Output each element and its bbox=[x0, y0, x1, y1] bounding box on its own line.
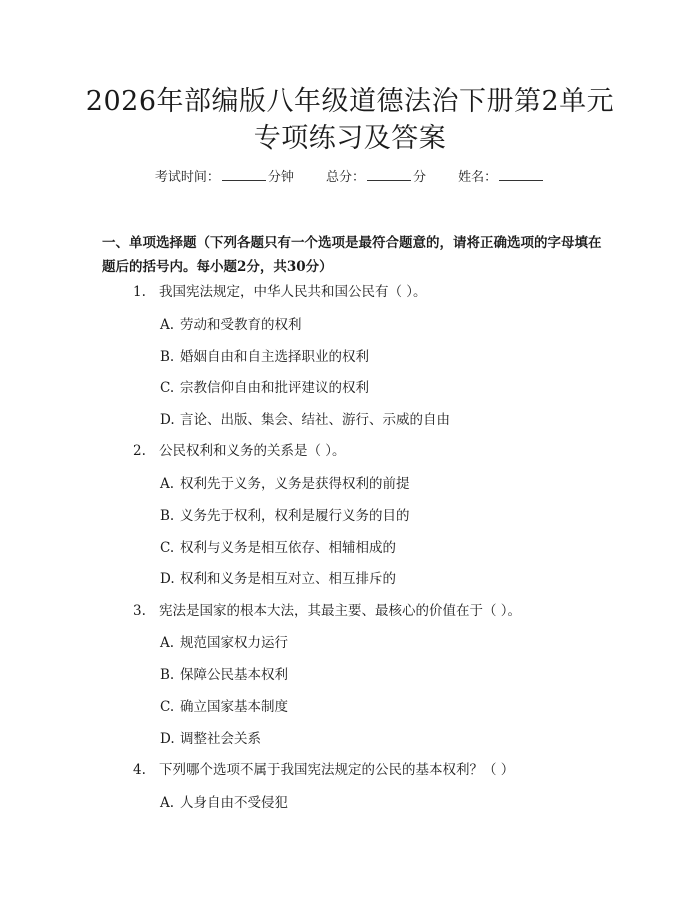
question-4 bbox=[133, 760, 514, 780]
option-letter: D. bbox=[160, 731, 175, 747]
question-number: 3. bbox=[133, 603, 146, 619]
option-text: 权利与义务是相互依存、相辅相成的 bbox=[180, 540, 396, 556]
option-letter: D. bbox=[160, 571, 175, 587]
question-2-option-c bbox=[160, 538, 396, 558]
option-letter: A. bbox=[160, 795, 175, 811]
option-letter: C. bbox=[160, 380, 175, 396]
section-heading-single-choice: 一、单项选择题（下列各题只有一个选项是最符合题意的，请将正确选项的字母填在题后的括号内。每小题2分，共30分） bbox=[102, 235, 602, 275]
question-3-option-d bbox=[160, 729, 261, 749]
question-text: 下列哪个选项不属于我国宪法规定的公民的基本权利？（ ） bbox=[159, 762, 515, 778]
question-3 bbox=[133, 601, 521, 621]
exam-info-line bbox=[0, 168, 700, 188]
total-score-blank bbox=[367, 168, 411, 181]
option-text: 义务先于权利，权利是履行义务的目的 bbox=[180, 508, 410, 524]
total-score-unit: 分 bbox=[413, 170, 427, 185]
option-letter: A. bbox=[160, 317, 175, 333]
question-number: 4. bbox=[133, 762, 146, 778]
option-text: 调整社会关系 bbox=[180, 731, 261, 747]
option-letter: C. bbox=[160, 540, 175, 556]
option-letter: B. bbox=[160, 508, 175, 524]
question-2-option-d bbox=[160, 569, 396, 589]
student-name-label: 姓名： bbox=[458, 170, 498, 185]
option-letter: D. bbox=[160, 412, 175, 428]
option-letter: B. bbox=[160, 349, 175, 365]
option-text: 权利和义务是相互对立、相互排斥的 bbox=[180, 571, 396, 587]
question-text: 我国宪法规定，中华人民共和国公民有（ ）。 bbox=[159, 284, 427, 300]
question-number: 2. bbox=[133, 443, 146, 459]
question-1-option-a bbox=[160, 315, 302, 335]
option-text: 劳动和受教育的权利 bbox=[180, 317, 302, 333]
document-title-line-2: 专项练习及答案 bbox=[253, 123, 447, 154]
student-name-field bbox=[458, 170, 545, 185]
option-text: 婚姻自由和自主选择职业的权利 bbox=[180, 349, 369, 365]
exam-time-field bbox=[155, 170, 298, 185]
question-text: 公民权利和义务的关系是（ ）。 bbox=[159, 443, 346, 459]
question-4-option-a bbox=[160, 793, 288, 813]
option-text: 保障公民基本权利 bbox=[180, 667, 288, 683]
student-name-blank bbox=[499, 168, 543, 181]
option-text: 确立国家基本制度 bbox=[180, 699, 288, 715]
question-1-option-c bbox=[160, 378, 369, 398]
question-2-option-b bbox=[160, 506, 410, 526]
option-text: 规范国家权力运行 bbox=[180, 635, 288, 651]
total-score-label: 总分： bbox=[325, 170, 365, 185]
question-3-option-c bbox=[160, 697, 288, 717]
option-text: 人身自由不受侵犯 bbox=[180, 795, 288, 811]
total-score-field bbox=[326, 170, 430, 185]
question-3-option-b bbox=[160, 665, 288, 685]
question-3-option-a bbox=[160, 633, 288, 653]
question-1-option-d bbox=[160, 410, 450, 430]
document-title-line-1: 2026年部编版八年级道德法治下册第2单元 bbox=[85, 86, 615, 117]
option-letter: A. bbox=[160, 635, 175, 651]
option-letter: A. bbox=[160, 476, 175, 492]
question-text: 宪法是国家的根本大法，其最主要、最核心的价值在于（ ）。 bbox=[159, 603, 522, 619]
exam-time-label: 考试时间： bbox=[154, 170, 220, 185]
exam-time-unit: 分钟 bbox=[267, 170, 294, 185]
option-text: 宗教信仰自由和批评建议的权利 bbox=[180, 380, 369, 396]
option-letter: B. bbox=[160, 667, 175, 683]
question-2 bbox=[133, 441, 346, 461]
option-letter: C. bbox=[160, 699, 175, 715]
exam-time-blank bbox=[222, 168, 266, 181]
option-text: 权利先于义务，义务是获得权利的前提 bbox=[180, 476, 410, 492]
question-number: 1. bbox=[133, 284, 146, 300]
question-2-option-a bbox=[160, 474, 410, 494]
question-1-option-b bbox=[160, 347, 369, 367]
option-text: 言论、出版、集会、结社、游行、示威的自由 bbox=[180, 412, 450, 428]
question-1 bbox=[133, 282, 427, 302]
